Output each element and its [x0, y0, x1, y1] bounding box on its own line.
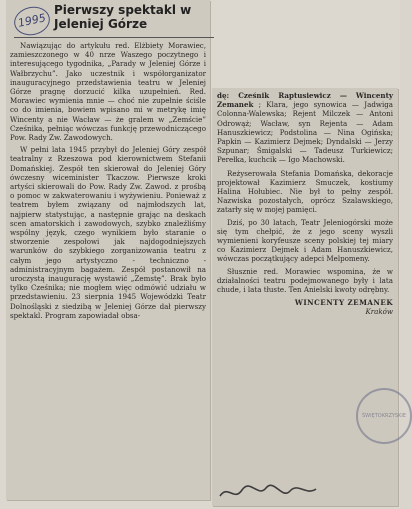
cast-rest: ; Klara, jego synowica — Jadwiga Colonna-Walewska; Rejent Milczek — Antoni Odrowąż; Wacław, syn Rejenta — Adam Hanuszkiewicz; Podstolina — Nina Ogińska; Papkin — Kazimierz Dejmek; Dyndalski — Jerzy Szpunar; Śmigalski — Tadeusz Turkiewicz; Perełka, kuchcik — Igo Machowski. [217, 100, 393, 165]
cast-list [217, 91, 393, 165]
handwritten-number: 1995 [11, 4, 52, 39]
right-paragraph-1: Reżyserowała Stefania Domańska, dekoracje projektował Kazimierz Smuczek, kostiumy Halina Hołubiec. Nie był to pełny zespół. Nazwiska pozostałych, oprócz Szalawskiego, zatarły się w mojej pamięci. [217, 168, 393, 215]
article-title: Pierwszy spektakl w Jeleniej Górze [54, 3, 192, 31]
left-paragraph-1: Nawiązując do artykułu red. Elżbiety Morawiec, zamieszczonego w 40 nrze Waszego poczytnego i interesującego tygodnika, „Parady w Jeleniej Górze i Wałbrzychu”. Jako uczestnik i współorganizator inauguracyjnego przedstawienia teatru w Jeleniej Górze pragnę dorzucić kilka uzupełnień. Red. Morawiec wymienia mnie — choć nie zupełnie ściśle co do imienia, bowiem wpisano mi w metrykę imię Wincenty a nie Wacław — że gralem w „Zemście” Cześnika, pełniąc wówczas funkcję przewodniczącego Pow. Rady Zw. Zawodowych. [10, 41, 206, 143]
cast-lead: dę: Cześnik Raptusiewicz — [217, 91, 347, 100]
right-paragraph-2: Dziś, po 30 latach, Teatr Jeleniogórski może się tym chełpić, że z jego sceny wyszli wymienieni koryfeusze sceny polskiej tej miary co Kazimierz Dejmek i Adam Hanuszkiewicz, wówczas początkujący adepci Melpomeny. [217, 217, 393, 264]
left-paragraph-2: W pełni lata 1945 przybył do Jeleniej Góry zespół teatralny z Rzeszowa pod kierownictwem Stefanii Domańskiej. Zespół ten skierował do Jeleniej Góry ówczesny wiceminister Tkaczow. Pierwsze kroki artyści skierowali do Pow. Rady Zw. Zawod. z prośbą o pomoc w zakwaterowaniu i wyżywieniu. Ponieważ z teatrem byłem związany od najmłodszych lat, najpierw statystując, a następnie grając na deskach scen amatorskich i zawodowych, szybko znaleźliśmy wspólny język, czego wynikiem było staranie o stworzenie zespołowi jak najdogodniejszych warunków do szybkiego zorganizowania teatru z całym jego artystyczno - techniczno - administracyjnym bagażem. Zespół postanowił na uroczystą inaugurację wystawić „Zemstę”. Brak było tylko Cześnika; nie mogłem więc odmówić udziału w przedstawieniu. 23 sierpnia 1945 Wojewódzki Teatr Dolnośląski z siedzibą w Jeleniej Górze dał pierwszy spektakl. Program zapowiadał obsa- [10, 145, 206, 320]
signature-block [217, 298, 393, 316]
left-column-text [10, 41, 206, 320]
handwritten-scribble [218, 482, 318, 502]
signature-name: WINCENTY ZEMANEK [294, 298, 393, 308]
clipping-left-column [6, 0, 210, 500]
archive-stamp [356, 388, 412, 444]
clipping-right-column [212, 88, 398, 506]
title-divider [14, 37, 214, 38]
cast-lead-actor: Wincenty Zemanek [217, 91, 393, 110]
right-column-text [217, 91, 393, 317]
stamp-label: ŚWIĘTOKRZYSKIE [361, 413, 407, 419]
signature-city: Kraków [365, 307, 393, 317]
right-paragraph-3: Słusznie red. Morawiec wspomina, że w działalności teatru podejmowanego były i lata chude, i lata tłuste. Ten Anielski kwoty odrębny. [217, 266, 393, 295]
